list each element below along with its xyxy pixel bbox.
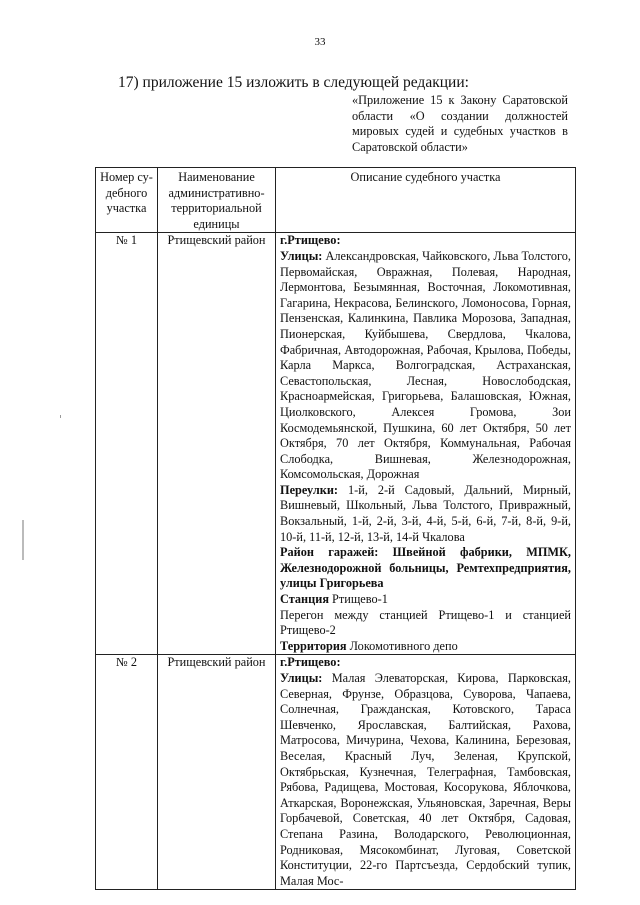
court-districts-table [95,167,576,890]
territory-label: Территория [280,638,347,653]
district-region: Ртищевский район [158,655,276,890]
city-name: г.Ртищево: [280,655,341,670]
amendment-heading: 17) приложение 15 изложить в следующей редакции: [118,74,469,91]
city-name: г.Ртищево: [280,233,341,248]
header-description: Описание судебного участка [276,168,576,233]
page-number: 33 [314,36,326,48]
appendix-subtitle: «Приложение 15 к Закону Саратовской области «О создании должностей мировых судей и судебных участков в Саратовской области» [352,93,568,154]
streets-list: Александровская, Чайковского, Льва Толстого, Первомайская, Овражная, Полевая, Народная, Лермонтова, Безымянная, Восточная, Локомотивная, Гагарина, Некрасова, Белинского, Ломоносова, Горная, Пензенская, Калинкина, Павлика Морозова, Западная, Пионерская, Куйбышева, Свердлова, Чкалова, Фабричная, Автодорожная, Рабочая, Крылова, Победы, Карла Маркса, Волгоградская, Астраханская, Севастопольская, Лесная, Новослободская, Красноармейская, Григорьева, Балашовская, Южная, Циолковского, Алексея Громова, Зои Космодемьянской, Пушкина, 60 лет Октября, 50 лет Октября, 70 лет Октября, Коммунальная, Рабочая Слободка, Вишневая, Железнодорожная, Комсомольская, Дорожная [280,248,571,482]
header-number: Номер су-дебного участка [96,168,158,233]
garages-text: Район гаражей: Швейной фабрики, МПМК, Железнодорожной больницы, Ремтехпредприятия, улицы Григорьева [280,545,571,591]
stretch-text: Перегон между станцией Ртищево-1 и станцией Ртищево-2 [280,607,571,638]
streets-label: Улицы: [280,671,323,685]
scan-margin-mark [22,520,24,560]
table-row [96,655,576,890]
territory-name: Локомотивного депо [349,638,458,653]
table-header-row [96,168,576,233]
station-name: Ртищево-1 [332,592,388,607]
district-description [276,233,576,655]
district-number: № 2 [96,655,158,890]
streets-label: Улицы: [280,248,323,263]
lanes-label: Переулки: [280,482,339,497]
district-number: № 1 [96,233,158,655]
table-row [96,233,576,655]
district-description [276,655,576,890]
streets-list: Малая Элеваторская, Кирова, Парковская, Северная, Фрунзе, Образцова, Суворова, Чапаева, Солнечная, Гражданская, Котовского, Тараса Шевченко, Ярославская, Балтийская, Рахова, Матросова, Мичурина, Чехова, Калинина, Березовая, Веселая, Красный Луч, Зеленая, Крупской, Октябрьская, Кузнечная, Телеграфная, Тамбовская, Рябова, Радищева, Мостовая, Косорукова, Яблочкова, Аткарская, Воронежская, Ульяновская, Заречная, Веры Горбачевой, Советская, 40 лет Октября, Садовая, Степана Разина, Володарского, Революционная, Родниковая, Мясокомбинат, Луговая, Советской Конституции, 22-го Партсъезда, Сердобский тупик, Малая Мос- [280,671,571,888]
scan-speck [60,415,61,418]
lanes-list: 1-й, 2-й Садовый, Дальний, Мирный, Вишневый, Школьный, Льва Толстого, Привражный, Вокзальный, 1-й, 2-й, 3-й, 4-й, 5-й, 6-й, 7-й, 8-й, 9-й, 10-й, 11-й, 12-й, 13-й, 14-й Чкалова [280,482,572,544]
station-label: Станция [280,592,329,607]
header-region: Наименование административно-территориальной единицы [158,168,276,233]
district-region: Ртищевский район [158,233,276,655]
